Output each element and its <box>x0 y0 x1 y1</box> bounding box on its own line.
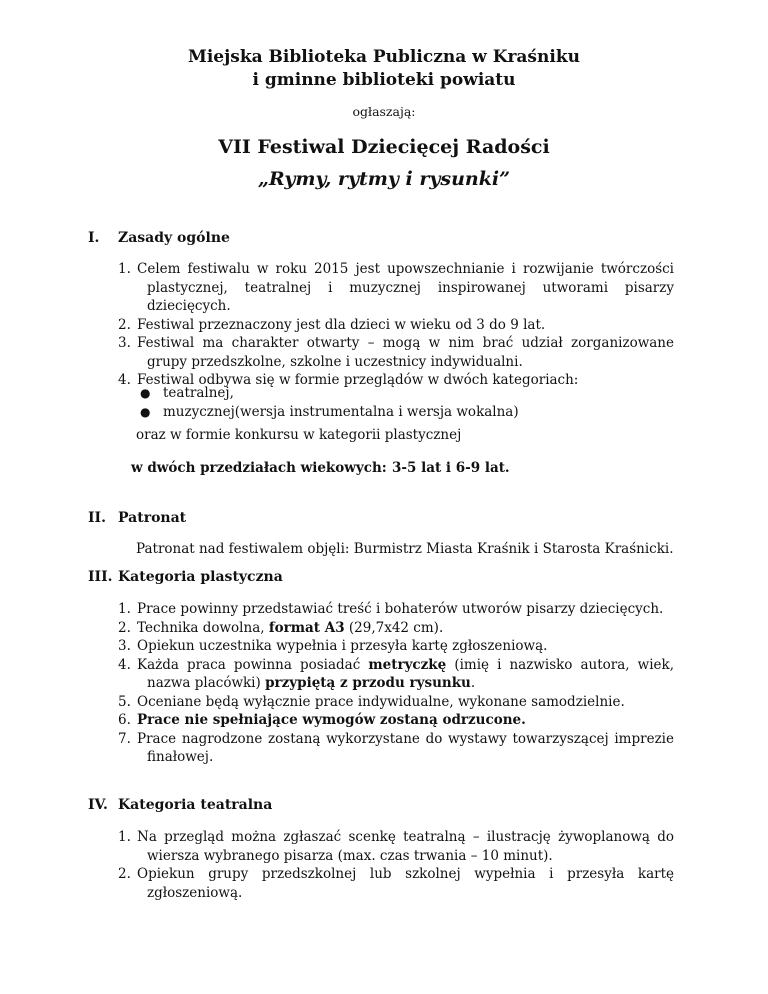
item-text: Prace nagrodzone zostaną wykorzystane do wystawy towarzyszącej imprezie finałowej. <box>137 730 674 765</box>
bold-format: format A3 <box>268 619 345 636</box>
section-3-title: Kategoria plastyczna <box>118 569 283 585</box>
text-part: (29,7x42 cm). <box>344 619 444 636</box>
section-1-title: Zasady ogólne <box>118 230 230 246</box>
item-number: 3. <box>118 335 131 351</box>
bold-metryczke: metryczkę <box>368 656 447 673</box>
text-part: Każda praca powinna posiadać <box>137 656 369 673</box>
item-text: Opiekun uczestnika wypełnia i przesyła kartę zgłoszeniową. <box>137 638 548 654</box>
header-line-1: Miejska Biblioteka Publiczna w Kraśniku <box>188 47 580 67</box>
section-2-title: Patronat <box>118 510 187 526</box>
list-item <box>118 693 674 712</box>
header-line-2: i gminne biblioteki powiatu <box>252 70 516 90</box>
list-item <box>118 619 674 638</box>
age-groups-label: w dwóch przedziałach wiekowych: <box>131 460 387 476</box>
section-3-list <box>118 600 674 767</box>
item-number: 4. <box>118 372 131 388</box>
item-number: 7. <box>118 730 131 747</box>
item-number: 1. <box>118 829 131 845</box>
patronat-text: Patronat nad festiwalem objęli: Burmistrz Miasta Kraśnik i Starosta Kraśnicki. <box>136 541 674 557</box>
item-text: Festiwal ma charakter otwarty – mogą w nim brać udział zorganizowane grupy przedszkolne, szkolne i uczestnicy indywidualni. <box>137 335 674 370</box>
list-item <box>118 828 674 865</box>
item-text: Festiwal przeznaczony jest dla dzieci w wieku od 3 do 9 lat. <box>137 316 546 333</box>
item-number: 5. <box>118 693 131 710</box>
item-text <box>137 711 674 730</box>
item-text: Oceniane będą wyłącznie prace indywidualne, wykonane samodzielnie. <box>137 693 625 710</box>
text-part: (imię i nazwisko autora, wiek, nazwa placówki) <box>147 656 674 691</box>
list-item <box>118 656 674 693</box>
item-text: Festiwal odbywa się w formie przeglądów w dwóch kategoriach: <box>137 372 579 388</box>
category-bullets <box>138 384 638 421</box>
item-number: 2. <box>118 866 131 882</box>
section-4-list <box>118 828 674 902</box>
section-3-number: III. <box>88 569 113 585</box>
list-item <box>118 600 674 619</box>
bold-rejection: Prace nie spełniające wymogów zostaną odrzucone. <box>137 712 526 728</box>
bullet-icon: ● <box>140 404 151 419</box>
bullet-text: teatralnej, <box>163 385 234 401</box>
item-text: Prace powinny przedstawiać treść i bohaterów utworów pisarzy dziecięcych. <box>137 601 664 617</box>
item-text: Opiekun grupy przedszkolnej lub szkolnej wypełnia i przesyła kartę zgłoszeniową. <box>137 866 674 901</box>
list-item <box>118 316 674 335</box>
section-4-title: Kategoria teatralna <box>118 797 273 813</box>
item-text <box>137 619 674 638</box>
item-number: 1. <box>118 601 131 617</box>
item-number: 4. <box>118 656 131 673</box>
list-item <box>118 730 674 767</box>
item-number: 2. <box>118 619 131 636</box>
section-1-list <box>118 260 674 390</box>
festival-subtitle: „Rymy, rytmy i rysunki” <box>257 168 511 190</box>
announce-text: ogłaszają: <box>352 104 416 119</box>
item-text: Celem festiwalu w roku 2015 jest upowszechnianie i rozwijanie twórczości plastycznej, teatralnej i muzycznej inspirowanej utworami pisarzy dziecięcych. <box>137 261 674 314</box>
item-number: 1. <box>118 261 131 277</box>
list-item <box>118 637 674 656</box>
item-text <box>137 656 674 693</box>
list-item <box>118 260 674 316</box>
list-item <box>118 711 674 730</box>
text-part: . <box>470 675 476 691</box>
item-number: 6. <box>118 712 131 728</box>
bullet-item <box>138 384 638 403</box>
list-item <box>118 334 674 371</box>
bullet-icon: ● <box>140 386 151 400</box>
oraz-text: oraz w formie konkursu w kategorii plastycznej <box>136 427 462 443</box>
section-2-number: II. <box>88 510 106 526</box>
item-number: 2. <box>118 316 131 333</box>
section-1-number: I. <box>88 230 100 246</box>
festival-title: VII Festiwal Dziecięcej Radości <box>218 136 550 158</box>
bullet-text: muzycznej(wersja instrumentalna i wersja wokalna) <box>163 403 519 420</box>
list-item <box>118 865 674 902</box>
item-number: 3. <box>118 638 131 654</box>
bullet-item <box>138 403 638 422</box>
item-text: Na przegląd można zgłaszać scenkę teatralną – ilustrację żywoplanową do wiersza wybranego pisarza (max. czas trwania – 10 minut). <box>137 829 674 864</box>
text-part: Technika dowolna, <box>137 619 269 636</box>
age-groups-values: 3-5 lat i 6-9 lat. <box>392 460 510 476</box>
section-4-number: IV. <box>88 797 108 813</box>
bold-attached: przypiętą z przodu rysunku <box>265 675 471 691</box>
